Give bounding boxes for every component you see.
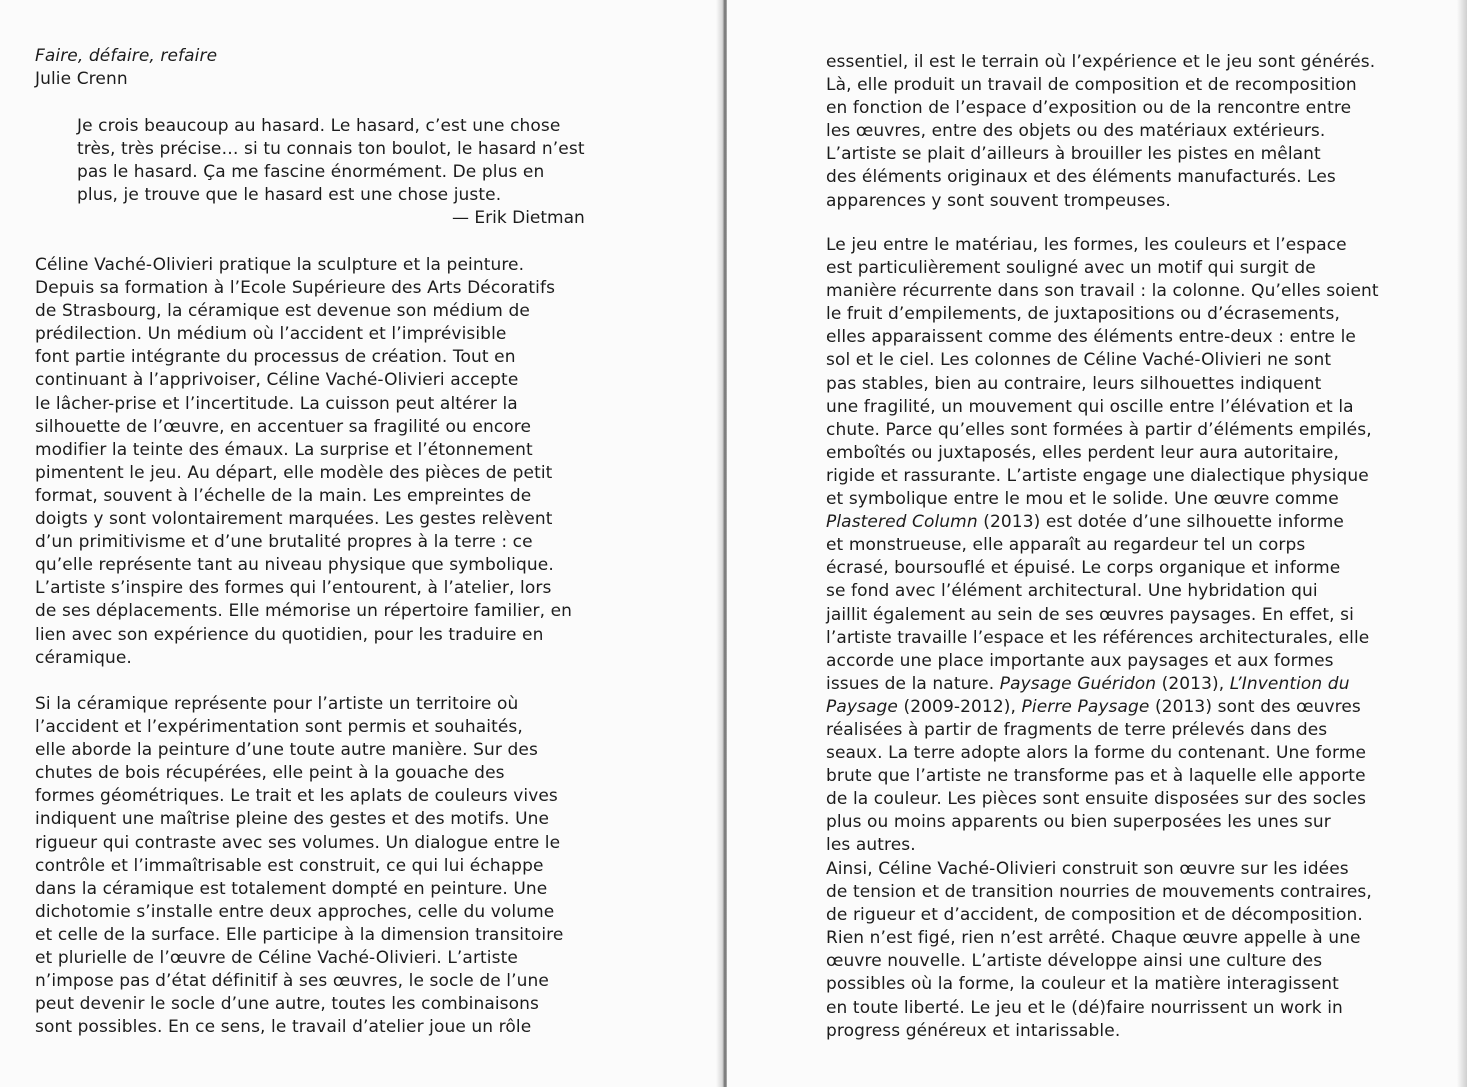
- text-line: de ses déplacements. Elle mémorise un répertoire familier, en: [35, 601, 573, 622]
- text-line: seaux. La terre adopte alors la forme du contenant. Une forme: [826, 743, 1367, 764]
- epigraph-line: Je crois beaucoup au hasard. Le hasard, c’est une chose: [77, 116, 561, 136]
- text-line: de Strasbourg, la céramique est devenue son médium de: [35, 301, 530, 322]
- text-line: le fruit d’empilements, de juxtapositions ou d’écrasements,: [826, 304, 1340, 325]
- artwork-title-pierre-paysage: Pierre Paysage: [1021, 696, 1150, 717]
- text-line: prédilection. Un médium où l’accident et l’imprévisible: [35, 324, 507, 345]
- text-line: est particulièrement souligné avec un motif qui surgit de: [826, 258, 1316, 279]
- text-line: [826, 511, 1379, 534]
- text-line: continuant à l’apprivoiser, Céline Vaché-Olivieri accepte: [35, 370, 519, 391]
- right-paragraph-3: [826, 858, 1372, 1043]
- artwork-title-invention-du-paysage: L’Invention du: [1229, 673, 1350, 694]
- right-paragraph-2: [826, 234, 1379, 858]
- text-line: format, souvent à l’échelle de la main. Les empreintes de: [35, 485, 532, 506]
- text-line: rigide et rassurante. L’artiste engage une dialectique physique: [826, 465, 1369, 486]
- text-line: jaillit également au sein de ses œuvres paysages. En effet, si: [826, 604, 1354, 625]
- text-line: le lâcher-prise et l’incertitude. La cuisson peut altérer la: [35, 393, 518, 414]
- artwork-title-paysage-gueridon: Paysage Guéridon: [999, 673, 1157, 694]
- text-line: rigueur qui contraste avec ses volumes. Un dialogue entre le: [35, 832, 561, 853]
- text-line: des éléments originaux et des éléments manufacturés. Les: [826, 167, 1336, 188]
- text-line: elles apparaissent comme des éléments entre-deux : entre le: [826, 327, 1356, 348]
- text-line: L’artiste s’inspire des formes qui l’entourent, à l’atelier, lors: [35, 578, 552, 599]
- text-line: progress généreux et intarissable.: [826, 1020, 1121, 1041]
- right-paragraph-1: [826, 51, 1375, 213]
- text-line: sol et le ciel. Les colonnes de Céline Vaché-Olivieri ne sont: [826, 350, 1332, 371]
- text-fragment: (2013),: [1156, 673, 1230, 694]
- epigraph-attribution: — Erik Dietman: [452, 208, 585, 228]
- text-line: doigts y sont volontairement marquées. Les gestes relèvent: [35, 509, 553, 530]
- epigraph-line: plus, je trouve que le hasard est une chose juste.: [77, 185, 502, 206]
- text-line: Le jeu entre le matériau, les formes, les couleurs et l’espace: [826, 235, 1347, 255]
- text-line: écrasé, boursouflé et épuisé. Le corps organique et informe: [826, 558, 1341, 579]
- text-fragment: issues de la nature.: [826, 673, 1000, 694]
- text-line: réalisées à partir de fragments de terre prélevés dans des: [826, 719, 1328, 740]
- text-fragment: (2013) sont des œuvres: [1149, 696, 1361, 717]
- text-line: Rien n’est figé, rien n’est arrêté. Chaque œuvre appelle à une: [826, 928, 1361, 949]
- text-line: d’un primitivisme et d’une brutalité propres à la terre : ce: [35, 532, 533, 553]
- article-heading: [35, 45, 217, 91]
- text-line: de tension et de transition nourries de mouvements contraires,: [826, 882, 1372, 903]
- text-line: [826, 673, 1379, 696]
- artwork-title-invention-du-paysage-cont: Paysage: [826, 696, 898, 717]
- article-author: Julie Crenn: [35, 69, 128, 90]
- text-line: l’artiste travaille l’espace et les références architecturales, elle: [826, 627, 1370, 648]
- text-line: peut devenir le socle d’une autre, toutes les combinaisons: [35, 994, 539, 1015]
- text-line: et monstrueuse, elle apparaît au regardeur tel un corps: [826, 535, 1306, 556]
- text-line: Ainsi, Céline Vaché-Olivieri construit son œuvre sur les idées: [826, 859, 1349, 879]
- text-line: contrôle et l’immaîtrisable est construit, ce qui lui échappe: [35, 855, 544, 876]
- left-paragraph-1: [35, 254, 572, 670]
- text-line: en toute liberté. Le jeu et le (dé)faire nourrissent un work in: [826, 997, 1343, 1018]
- text-line: en fonction de l’espace d’exposition ou de la rencontre entre: [826, 98, 1352, 119]
- text-line: emboîtés ou juxtaposés, elles perdent leur aura autoritaire,: [826, 442, 1339, 463]
- text-line: et plurielle de l’œuvre de Céline Vaché-Olivieri. L’artiste: [35, 948, 518, 969]
- text-line: les œuvres, entre des objets ou des matériaux extérieurs.: [826, 121, 1326, 142]
- text-line: essentiel, il est le terrain où l’expérience et le jeu sont générés.: [826, 52, 1376, 72]
- text-line: et symbolique entre le mou et le solide. Une œuvre comme: [826, 489, 1339, 510]
- text-line: œuvre nouvelle. L’artiste développe ainsi une culture des: [826, 951, 1323, 972]
- text-line: formes géométriques. Le trait et les aplats de couleurs vives: [35, 786, 558, 807]
- text-line: sont possibles. En ce sens, le travail d’atelier joue un rôle: [35, 1017, 532, 1038]
- text-line: pimentent le jeu. Au départ, elle modèle des pièces de petit: [35, 462, 553, 483]
- text-fragment: (2009-2012),: [897, 696, 1022, 717]
- text-line: elle aborde la peinture d’une toute autre manière. Sur des: [35, 740, 538, 761]
- text-line: dichotomie s’installe entre deux approches, celle du volume: [35, 901, 555, 922]
- text-line: de rigueur et d’accident, de composition et de décomposition.: [826, 905, 1363, 926]
- text-line: L’artiste se plait d’ailleurs à brouiller les pistes en mêlant: [826, 144, 1321, 165]
- epigraph-line: pas le hasard. Ça me fascine énormément. De plus en: [77, 162, 545, 183]
- text-line: et celle de la surface. Elle participe à la dimension transitoire: [35, 924, 564, 945]
- text-line: n’impose pas d’état définitif à ses œuvres, le socle de l’une: [35, 971, 549, 992]
- text-fragment: (2013) est dotée d’une silhouette informe: [977, 512, 1344, 533]
- text-line: l’accident et l’expérimentation sont permis et souhaités,: [35, 717, 523, 738]
- left-page: [0, 0, 724, 1087]
- text-line: Là, elle produit un travail de composition et de recomposition: [826, 75, 1357, 96]
- text-line: les autres.: [826, 835, 916, 856]
- text-line: brute que l’artiste ne transforme pas et à laquelle elle apporte: [826, 766, 1366, 787]
- text-line: pas stables, bien au contraire, leurs silhouettes indiquent: [826, 373, 1322, 394]
- text-line: se fond avec l’élément architectural. Une hybridation qui: [826, 581, 1318, 602]
- text-line: modifier la teinte des émaux. La surprise et l’étonnement: [35, 439, 533, 460]
- text-line: lien avec son expérience du quotidien, pour les traduire en: [35, 624, 544, 645]
- text-line: dans la céramique est totalement dompté en peinture. Une: [35, 878, 548, 899]
- text-line: accorde une place importante aux paysages et aux formes: [826, 650, 1334, 671]
- text-line: silhouette de l’œuvre, en accentuer sa fragilité ou encore: [35, 416, 532, 437]
- text-line: apparences y sont souvent trompeuses.: [826, 190, 1171, 211]
- text-line: [826, 696, 1379, 719]
- epigraph-quote: [77, 115, 585, 207]
- text-line: plus ou moins apparents ou bien superposées les unes sur: [826, 812, 1331, 833]
- left-paragraph-2: [35, 693, 563, 1039]
- article-title: Faire, défaire, refaire: [35, 46, 218, 66]
- text-line: qu’elle représente tant au niveau physique que symbolique.: [35, 555, 554, 576]
- text-line: manière récurrente dans son travail : la colonne. Qu’elles soient: [826, 281, 1379, 302]
- text-line: de la couleur. Les pièces sont ensuite disposées sur des socles: [826, 789, 1367, 810]
- text-line: chutes de bois récupérées, elle peint à la gouache des: [35, 763, 505, 784]
- epigraph-line: très, très précise… si tu connais ton boulot, le hasard n’est: [77, 139, 585, 160]
- text-line: possibles où la forme, la couleur et la matière interagissent: [826, 974, 1339, 995]
- text-line: indiquent une maîtrise pleine des gestes et des motifs. Une: [35, 809, 550, 830]
- text-line: font partie intégrante du processus de création. Tout en: [35, 347, 516, 368]
- page-edge: [1457, 0, 1467, 1087]
- text-line: Céline Vaché-Olivieri pratique la sculpture et la peinture.: [35, 255, 525, 275]
- text-line: Si la céramique représente pour l’artiste un territoire où: [35, 694, 519, 714]
- text-line: une fragilité, un mouvement qui oscille entre l’élévation et la: [826, 396, 1354, 417]
- artwork-title-plastered-column: Plastered Column: [826, 512, 978, 533]
- text-line: céramique.: [35, 647, 132, 668]
- text-line: chute. Parce qu’elles sont formées à partir d’éléments empilés,: [826, 419, 1372, 440]
- text-line: Depuis sa formation à l’Ecole Supérieure des Arts Décoratifs: [35, 278, 556, 299]
